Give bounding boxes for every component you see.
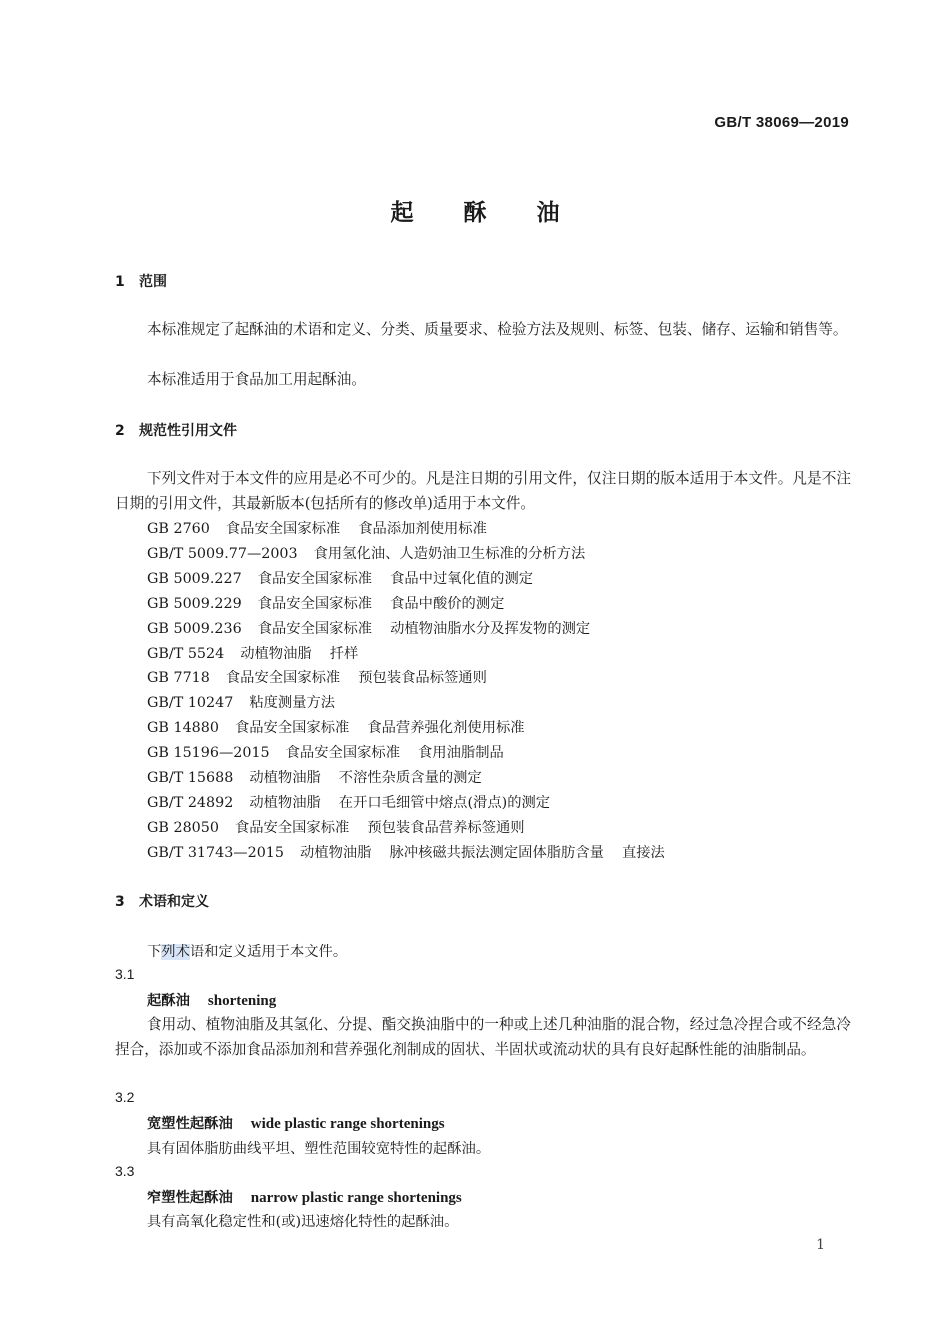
term-entry bbox=[147, 1113, 445, 1133]
term-english: shortening bbox=[207, 993, 277, 1009]
reference-title-part: 不溶性杂质含量的测定 bbox=[338, 770, 482, 786]
section-2-heading bbox=[115, 420, 237, 440]
term-definition: 食用动、植物油脂及其氢化、分提、酯交换油脂中的一种或上述几种油脂的混合物，经过急冷捏合或不经急冷捏合，添加或不添加食品添加剂和营养强化剂制成的固状、半固状或流动状的具有良好起酥性能的油脂制品。 bbox=[115, 1016, 851, 1058]
reference-code: GB/T 10247 bbox=[147, 695, 234, 712]
reference-title-part: 食品安全国家标准 bbox=[225, 670, 341, 687]
reference-code: GB/T 31743—2015 bbox=[147, 844, 284, 861]
reference-item bbox=[147, 817, 543, 837]
reference-code: GB/T 15688 bbox=[147, 770, 234, 786]
text-selection[interactable]: 列术 bbox=[161, 944, 190, 960]
reference-title-part: 食品营养强化剂使用标准 bbox=[367, 720, 525, 737]
term-entry bbox=[147, 1187, 462, 1207]
section-title: 规范性引用文件 bbox=[139, 423, 237, 439]
reference-code: GB 14880 bbox=[147, 720, 219, 737]
term-chinese: 宽塑性起酥油 bbox=[147, 1116, 233, 1132]
term-chinese: 窄塑性起酥油 bbox=[147, 1190, 233, 1206]
reference-item bbox=[147, 792, 568, 812]
reference-item bbox=[147, 692, 371, 712]
section-2-intro: 下列文件对于本文件的应用是必不可少的。凡是注日期的引用文件，仅注日期的版本适用于本文件。凡是不注日期的引用文件，其最新版本(包括所有的修改单)适用于本文件。 bbox=[115, 470, 851, 512]
term-entry bbox=[147, 990, 276, 1010]
reference-code: GB/T 5009.77—2003 bbox=[147, 545, 298, 562]
reference-code: GB 2760 bbox=[147, 521, 210, 537]
reference-title-part: 直接法 bbox=[621, 844, 665, 861]
term-chinese: 起酥油 bbox=[147, 993, 190, 1009]
reference-title-part: 动植物油脂水分及挥发物的测定 bbox=[390, 620, 591, 637]
reference-item bbox=[147, 667, 505, 687]
clause-number: 3.1 bbox=[115, 966, 135, 982]
reference-title-part: 动植物油脂 bbox=[249, 770, 321, 786]
reference-title-part: 粘度测量方法 bbox=[249, 695, 336, 712]
reference-title-part: 动植物油脂 bbox=[300, 844, 372, 861]
page-number: 1 bbox=[816, 1237, 825, 1253]
reference-title-part: 食品安全国家标准 bbox=[257, 570, 373, 587]
section-title: 范围 bbox=[139, 274, 167, 290]
section-number: 3 bbox=[115, 894, 125, 910]
reference-item bbox=[147, 742, 522, 762]
section-1-paragraph-1: 本标准规定了起酥油的术语和定义、分类、质量要求、检验方法及规则、标签、包装、储存、运输和销售等。 bbox=[147, 321, 848, 338]
reference-title-part: 动植物油脂 bbox=[249, 794, 321, 811]
reference-title-part: 扦样 bbox=[329, 645, 359, 662]
reference-code: GB 7718 bbox=[147, 670, 210, 687]
section-number: 2 bbox=[115, 423, 125, 439]
reference-code: GB 5009.229 bbox=[147, 595, 242, 612]
section-1-heading bbox=[115, 271, 167, 291]
reference-title-part: 食品安全国家标准 bbox=[234, 819, 350, 836]
reference-item bbox=[147, 543, 621, 563]
reference-title-part: 预包装食品标签通则 bbox=[358, 670, 487, 687]
reference-code: GB 5009.227 bbox=[147, 570, 242, 587]
intro-text-start: 下 bbox=[147, 944, 162, 960]
term-definition: 具有高氧化稳定性和(或)迅速熔化特性的起酥油。 bbox=[147, 1214, 459, 1230]
term-definition: 具有固体脂肪曲线平坦、塑性范围较宽特性的起酥油。 bbox=[147, 1141, 491, 1157]
reference-title-part: 食品安全国家标准 bbox=[257, 620, 373, 637]
reference-title-part: 食品中酸价的测定 bbox=[390, 595, 505, 612]
reference-title-part: 动植物油脂 bbox=[240, 645, 312, 662]
section-3-intro bbox=[147, 941, 347, 961]
section-number: 1 bbox=[115, 274, 125, 290]
reference-title-part: 预包装食品营养标签通则 bbox=[367, 819, 525, 836]
clause-number: 3.2 bbox=[115, 1089, 135, 1105]
clause-number: 3.3 bbox=[115, 1163, 135, 1179]
reference-title-part: 在开口毛细管中熔点(滑点)的测定 bbox=[338, 794, 551, 811]
reference-item bbox=[147, 618, 608, 638]
reference-title-part: 食品安全国家标准 bbox=[285, 745, 401, 762]
reference-code: GB 5009.236 bbox=[147, 620, 242, 637]
reference-item bbox=[147, 593, 522, 613]
section-1-paragraph-2: 本标准适用于食品加工用起酥油。 bbox=[147, 371, 366, 388]
standard-code: GB/T 38069—2019 bbox=[714, 114, 849, 131]
reference-item bbox=[147, 842, 665, 862]
reference-item bbox=[147, 767, 500, 787]
section-3-heading bbox=[115, 891, 209, 911]
reference-code: GB/T 5524 bbox=[147, 645, 225, 662]
reference-code: GB/T 24892 bbox=[147, 794, 234, 811]
reference-title-part: 食品添加剂使用标准 bbox=[358, 521, 487, 537]
reference-code: GB 15196—2015 bbox=[147, 745, 270, 762]
term-english: narrow plastic range shortenings bbox=[250, 1190, 462, 1206]
section-title: 术语和定义 bbox=[139, 894, 209, 910]
document-title: 起酥油 bbox=[390, 200, 610, 226]
reference-title-part: 食品安全国家标准 bbox=[234, 720, 350, 737]
reference-title-part: 食品安全国家标准 bbox=[257, 595, 373, 612]
reference-item bbox=[147, 643, 376, 663]
reference-title-part: 脉冲核磁共振法测定固体脂肪含量 bbox=[389, 844, 604, 861]
reference-title-part: 食品中过氧化值的测定 bbox=[390, 570, 534, 587]
reference-item bbox=[147, 717, 543, 737]
term-english: wide plastic range shortenings bbox=[250, 1116, 445, 1132]
reference-title-part: 食用氢化油、人造奶油卫生标准的分析方法 bbox=[313, 545, 586, 562]
reference-item bbox=[147, 568, 551, 588]
reference-title-part: 食品安全国家标准 bbox=[225, 521, 341, 537]
reference-title-part: 食用油脂制品 bbox=[418, 745, 504, 762]
reference-item bbox=[147, 518, 505, 538]
intro-text-end: 语和定义适用于本文件。 bbox=[189, 944, 348, 960]
reference-code: GB 28050 bbox=[147, 819, 219, 836]
